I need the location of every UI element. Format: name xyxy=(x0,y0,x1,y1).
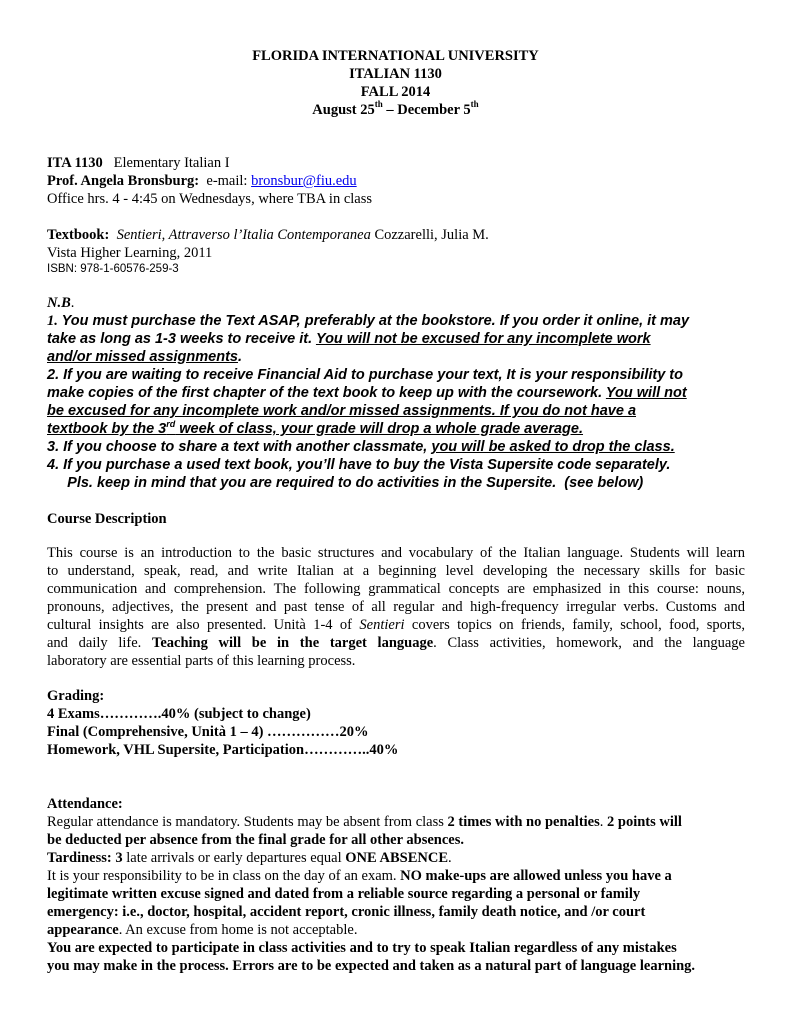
textbook-publisher: Vista Higher Learning, 2011 xyxy=(47,245,213,261)
exam-policy-line-4: appearance. An excuse from home is not acceptable. xyxy=(47,922,358,938)
course-code-line: ITA 1130 Elementary Italian I xyxy=(47,155,230,171)
exam-policy-line-3: emergency: i.e., doctor, hospital, accident report, cronic illness, family death notice, and /or court xyxy=(47,904,646,920)
attendance-line-1: Regular attendance is mandatory. Students may be absent from class 2 times with no penalties. 2 points will xyxy=(47,814,682,830)
nb-item-1-line-3: and/or missed assignments. xyxy=(47,349,243,365)
course-description-heading: Course Description xyxy=(47,511,167,527)
term-dates: August 25th – December 5th xyxy=(312,99,479,118)
grading-item-homework: Homework, VHL Supersite, Participation…………..40% xyxy=(47,742,399,758)
tardiness-line: Tardiness: 3 late arrivals or early departures equal ONE ABSENCE. xyxy=(47,850,452,866)
participation-line-1: You are expected to participate in class activities and to try to speak Italian regardless of any mistakes xyxy=(47,940,677,956)
nb-item-3: 3. If you choose to share a text with another classmate, you will be asked to drop the class. xyxy=(47,439,675,455)
grading-heading: Grading: xyxy=(47,688,105,704)
nb-item-2-line-2: make copies of the first chapter of the text book to keep up with the coursework. You will not xyxy=(47,385,687,401)
nb-item-2-line-4: textbook by the 3rd week of class, your grade will drop a whole grade average. xyxy=(47,419,584,437)
attendance-heading: Attendance: xyxy=(47,796,123,812)
textbook-line: Textbook: Sentieri, Attraverso l’Italia Contemporanea Cozzarelli, Julia M. xyxy=(47,227,489,243)
professor-line: Prof. Angela Bronsburg: e-mail: bronsbur@fiu.edu xyxy=(47,173,357,189)
university-title: FLORIDA INTERNATIONAL UNIVERSITY xyxy=(252,48,539,64)
nb-item-2-line-1: 2. If you are waiting to receive Financial Aid to purchase your text, It is your responsibility to xyxy=(47,367,683,383)
course-title: ITALIAN 1130 xyxy=(349,66,442,82)
term-title: FALL 2014 xyxy=(360,84,431,100)
attendance-line-2: be deducted per absence from the final grade for all other absences. xyxy=(47,832,464,848)
participation-line-2: you may make in the process. Errors are to be expected and taken as a natural part of language learning. xyxy=(47,958,696,974)
grading-item-final: Final (Comprehensive, Unità 1 – 4) ……………20% xyxy=(47,724,369,740)
course-description-body: This course is an introduction to the basic structures and vocabulary of the Italian language. Students will learn to understand, speak, read, and write Italian at a beginning level developing the necessary skills for basic communication and comprehension. The following grammatical concepts are emphasized in this course: nouns, pronouns, adjectives, the present and past tense of all regular and high-frequency irregular verbs. Customs and cultural insights are also presented. Unità 1-4 of Sentieri covers topics on friends, family, school, food, sports, and daily life. Teaching will be in the target language. Class activities, homework, and the language laboratory are essential parts of this learning process. xyxy=(47,545,745,669)
nb-label: N.B. xyxy=(47,295,75,311)
textbook-isbn: ISBN: 978-1-60576-259-3 xyxy=(47,263,179,275)
office-hours: Office hrs. 4 - 4:45 on Wednesdays, where TBA in class xyxy=(47,191,373,207)
exam-policy-line-2: legitimate written excuse signed and dated from a reliable source regarding a personal or family xyxy=(47,886,641,902)
nb-item-1-line-2: take as long as 1-3 weeks to receive it. You will not be excused for any incomplete work xyxy=(47,331,651,347)
nb-item-2-line-3: be excused for any incomplete work and/or missed assignments. If you do not have a xyxy=(47,403,637,419)
grading-item-exams: 4 Exams………….40% (subject to change) xyxy=(47,706,311,722)
exam-policy-line-1: It is your responsibility to be in class on the day of an exam. NO make-ups are allowed unless you have a xyxy=(47,868,672,884)
nb-item-4-line-2: Pls. keep in mind that you are required to do activities in the Supersite. (see below) xyxy=(47,475,644,491)
nb-item-4-line-1: 4. If you purchase a used text book, you’ll have to buy the Vista Supersite code separately. xyxy=(47,457,671,473)
nb-item-1-line-1: 1. You must purchase the Text ASAP, preferably at the bookstore. If you order it online, it may xyxy=(47,313,690,329)
email-link[interactable]: bronsbur@fiu.edu xyxy=(251,173,357,189)
